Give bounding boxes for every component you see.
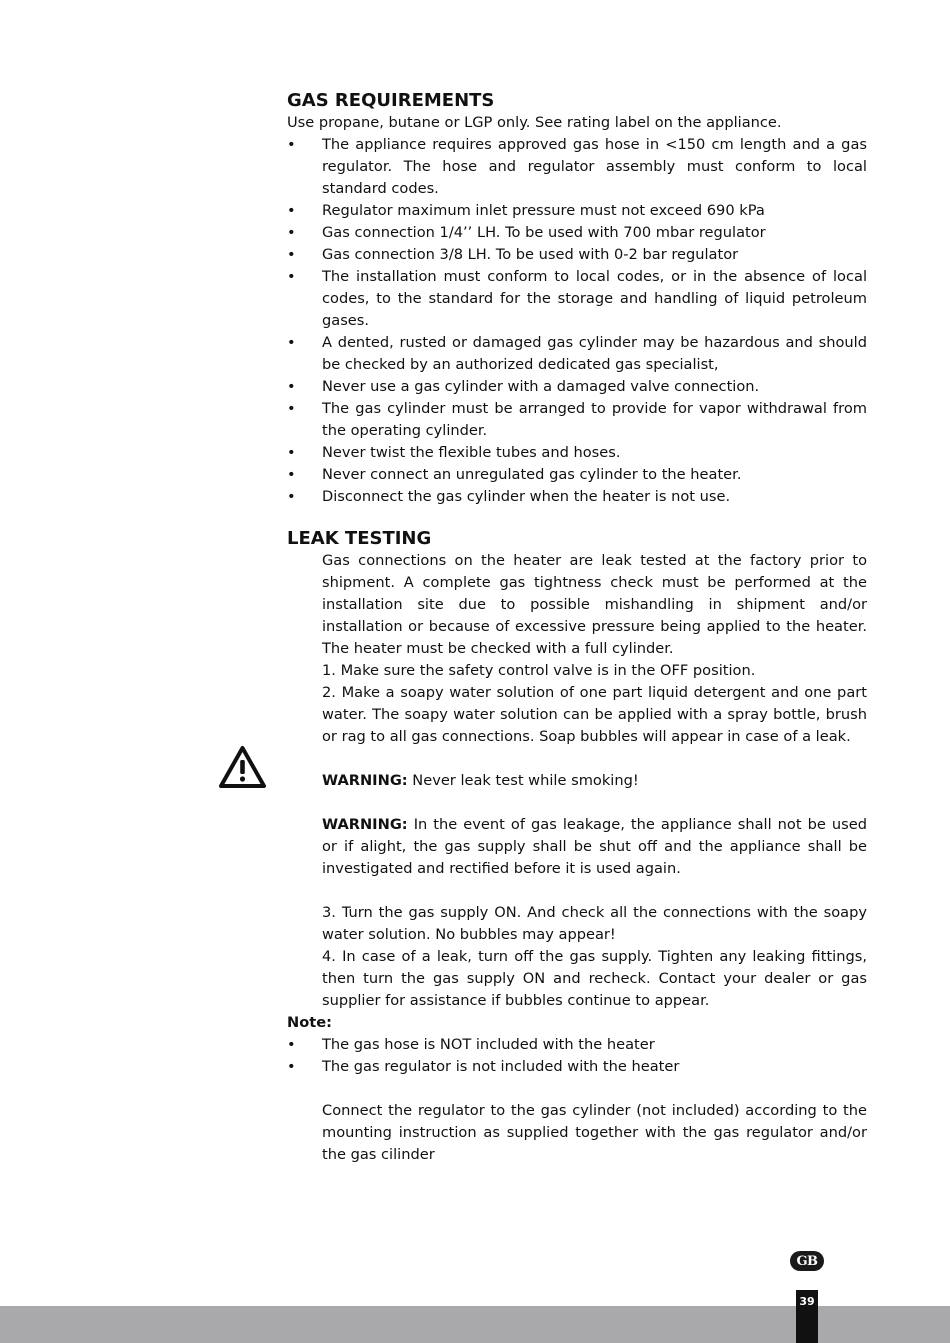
list-item: • Regulator maximum inlet pressure must not exceed 690 kPa bbox=[287, 200, 867, 222]
step-4: 4. In case of a leak, turn off the gas supply. Tighten any leaking fittings, then turn the gas supply ON and recheck. Contact your dealer or gas supplier for assistance if bubbles continue to appear. bbox=[322, 948, 867, 1009]
page-number: 39 bbox=[796, 1290, 818, 1343]
warning-smoking: WARNING: Never leak test while smoking! bbox=[322, 772, 639, 789]
list-item: • Never use a gas cylinder with a damaged valve connection. bbox=[287, 376, 867, 398]
gas-requirements-intro: Use propane, butane or LGP only. See rating label on the appliance. bbox=[287, 114, 782, 131]
bullet-icon: • bbox=[287, 444, 296, 461]
language-badge: GB bbox=[790, 1251, 824, 1271]
note-title: Note: bbox=[287, 1014, 332, 1031]
leak-testing-heading: LEAK TESTING bbox=[287, 528, 432, 549]
step-1: 1. Make sure the safety control valve is in the OFF position. bbox=[322, 662, 756, 679]
list-item: • The gas regulator is not included with the heater bbox=[287, 1056, 867, 1078]
warning-label: WARNING: bbox=[322, 772, 408, 789]
page-content bbox=[287, 90, 867, 1166]
bullet-icon: • bbox=[287, 1036, 296, 1053]
list-item: • The installation must conform to local codes, or in the absence of local codes, to the standard for the storage and handling of liquid petroleum gases. bbox=[287, 268, 867, 329]
list-item: • Gas connection 3/8 LH. To be used with 0-2 bar regulator bbox=[287, 244, 867, 266]
warning-leakage: WARNING: In the event of gas leakage, the appliance shall not be used or if alight, the gas supply shall be shut off and the appliance shall be investigated and rectified before it is used again. bbox=[322, 816, 867, 877]
leak-testing-body bbox=[287, 550, 867, 1012]
gas-requirements-list bbox=[287, 134, 867, 508]
warning-triangle-icon bbox=[218, 745, 267, 789]
bullet-icon: • bbox=[287, 1058, 296, 1075]
bullet-icon: • bbox=[287, 488, 296, 505]
bullet-icon: • bbox=[287, 136, 296, 153]
closing-instruction: Connect the regulator to the gas cylinder (not included) according to the mounting instruction as supplied together with the gas regulator and/or the gas cilinder bbox=[322, 1102, 867, 1163]
step-2: 2. Make a soapy water solution of one part liquid detergent and one part water. The soapy water solution can be applied with a spray bottle, brush or rag to all gas connections. Soap bubbles will appear in case of a leak. bbox=[322, 684, 867, 745]
list-item: • A dented, rusted or damaged gas cylinder may be hazardous and should be checked by an authorized dedicated gas specialist, bbox=[287, 334, 867, 373]
list-item: • Never twist the flexible tubes and hoses. bbox=[287, 442, 867, 464]
step-3: 3. Turn the gas supply ON. And check all the connections with the soapy water solution. No bubbles may appear! bbox=[322, 904, 867, 943]
list-item: • The gas hose is NOT included with the heater bbox=[287, 1034, 867, 1056]
bullet-icon: • bbox=[287, 246, 296, 263]
list-item: • Disconnect the gas cylinder when the heater is not use. bbox=[287, 486, 867, 508]
leak-testing-section bbox=[287, 528, 867, 1166]
list-item: • The gas cylinder must be arranged to provide for vapor withdrawal from the operating cylinder. bbox=[287, 400, 867, 439]
list-item: • Never connect an unregulated gas cylinder to the heater. bbox=[287, 464, 867, 486]
bullet-icon: • bbox=[287, 202, 296, 219]
bullet-icon: • bbox=[287, 268, 296, 285]
list-item: • The appliance requires approved gas hose in <150 cm length and a gas regulator. The hose and regulator assembly must conform to local standard codes. bbox=[287, 136, 867, 197]
bullet-icon: • bbox=[287, 378, 296, 395]
leak-testing-intro: Gas connections on the heater are leak tested at the factory prior to shipment. A complete gas tightness check must be performed at the installation site due to possible mishandling in shipment and/or installation or because of excessive pressure being applied to the heater. The heater must be checked with a full cylinder. bbox=[322, 552, 867, 657]
bullet-icon: • bbox=[287, 334, 296, 351]
gas-requirements-heading: GAS REQUIREMENTS bbox=[287, 90, 495, 111]
bullet-icon: • bbox=[287, 400, 296, 417]
bullet-icon: • bbox=[287, 466, 296, 483]
note-list bbox=[287, 1034, 867, 1078]
warning-label: WARNING: bbox=[322, 816, 408, 833]
bullet-icon: • bbox=[287, 224, 296, 241]
list-item: • Gas connection 1/4’’ LH. To be used with 700 mbar regulator bbox=[287, 222, 867, 244]
